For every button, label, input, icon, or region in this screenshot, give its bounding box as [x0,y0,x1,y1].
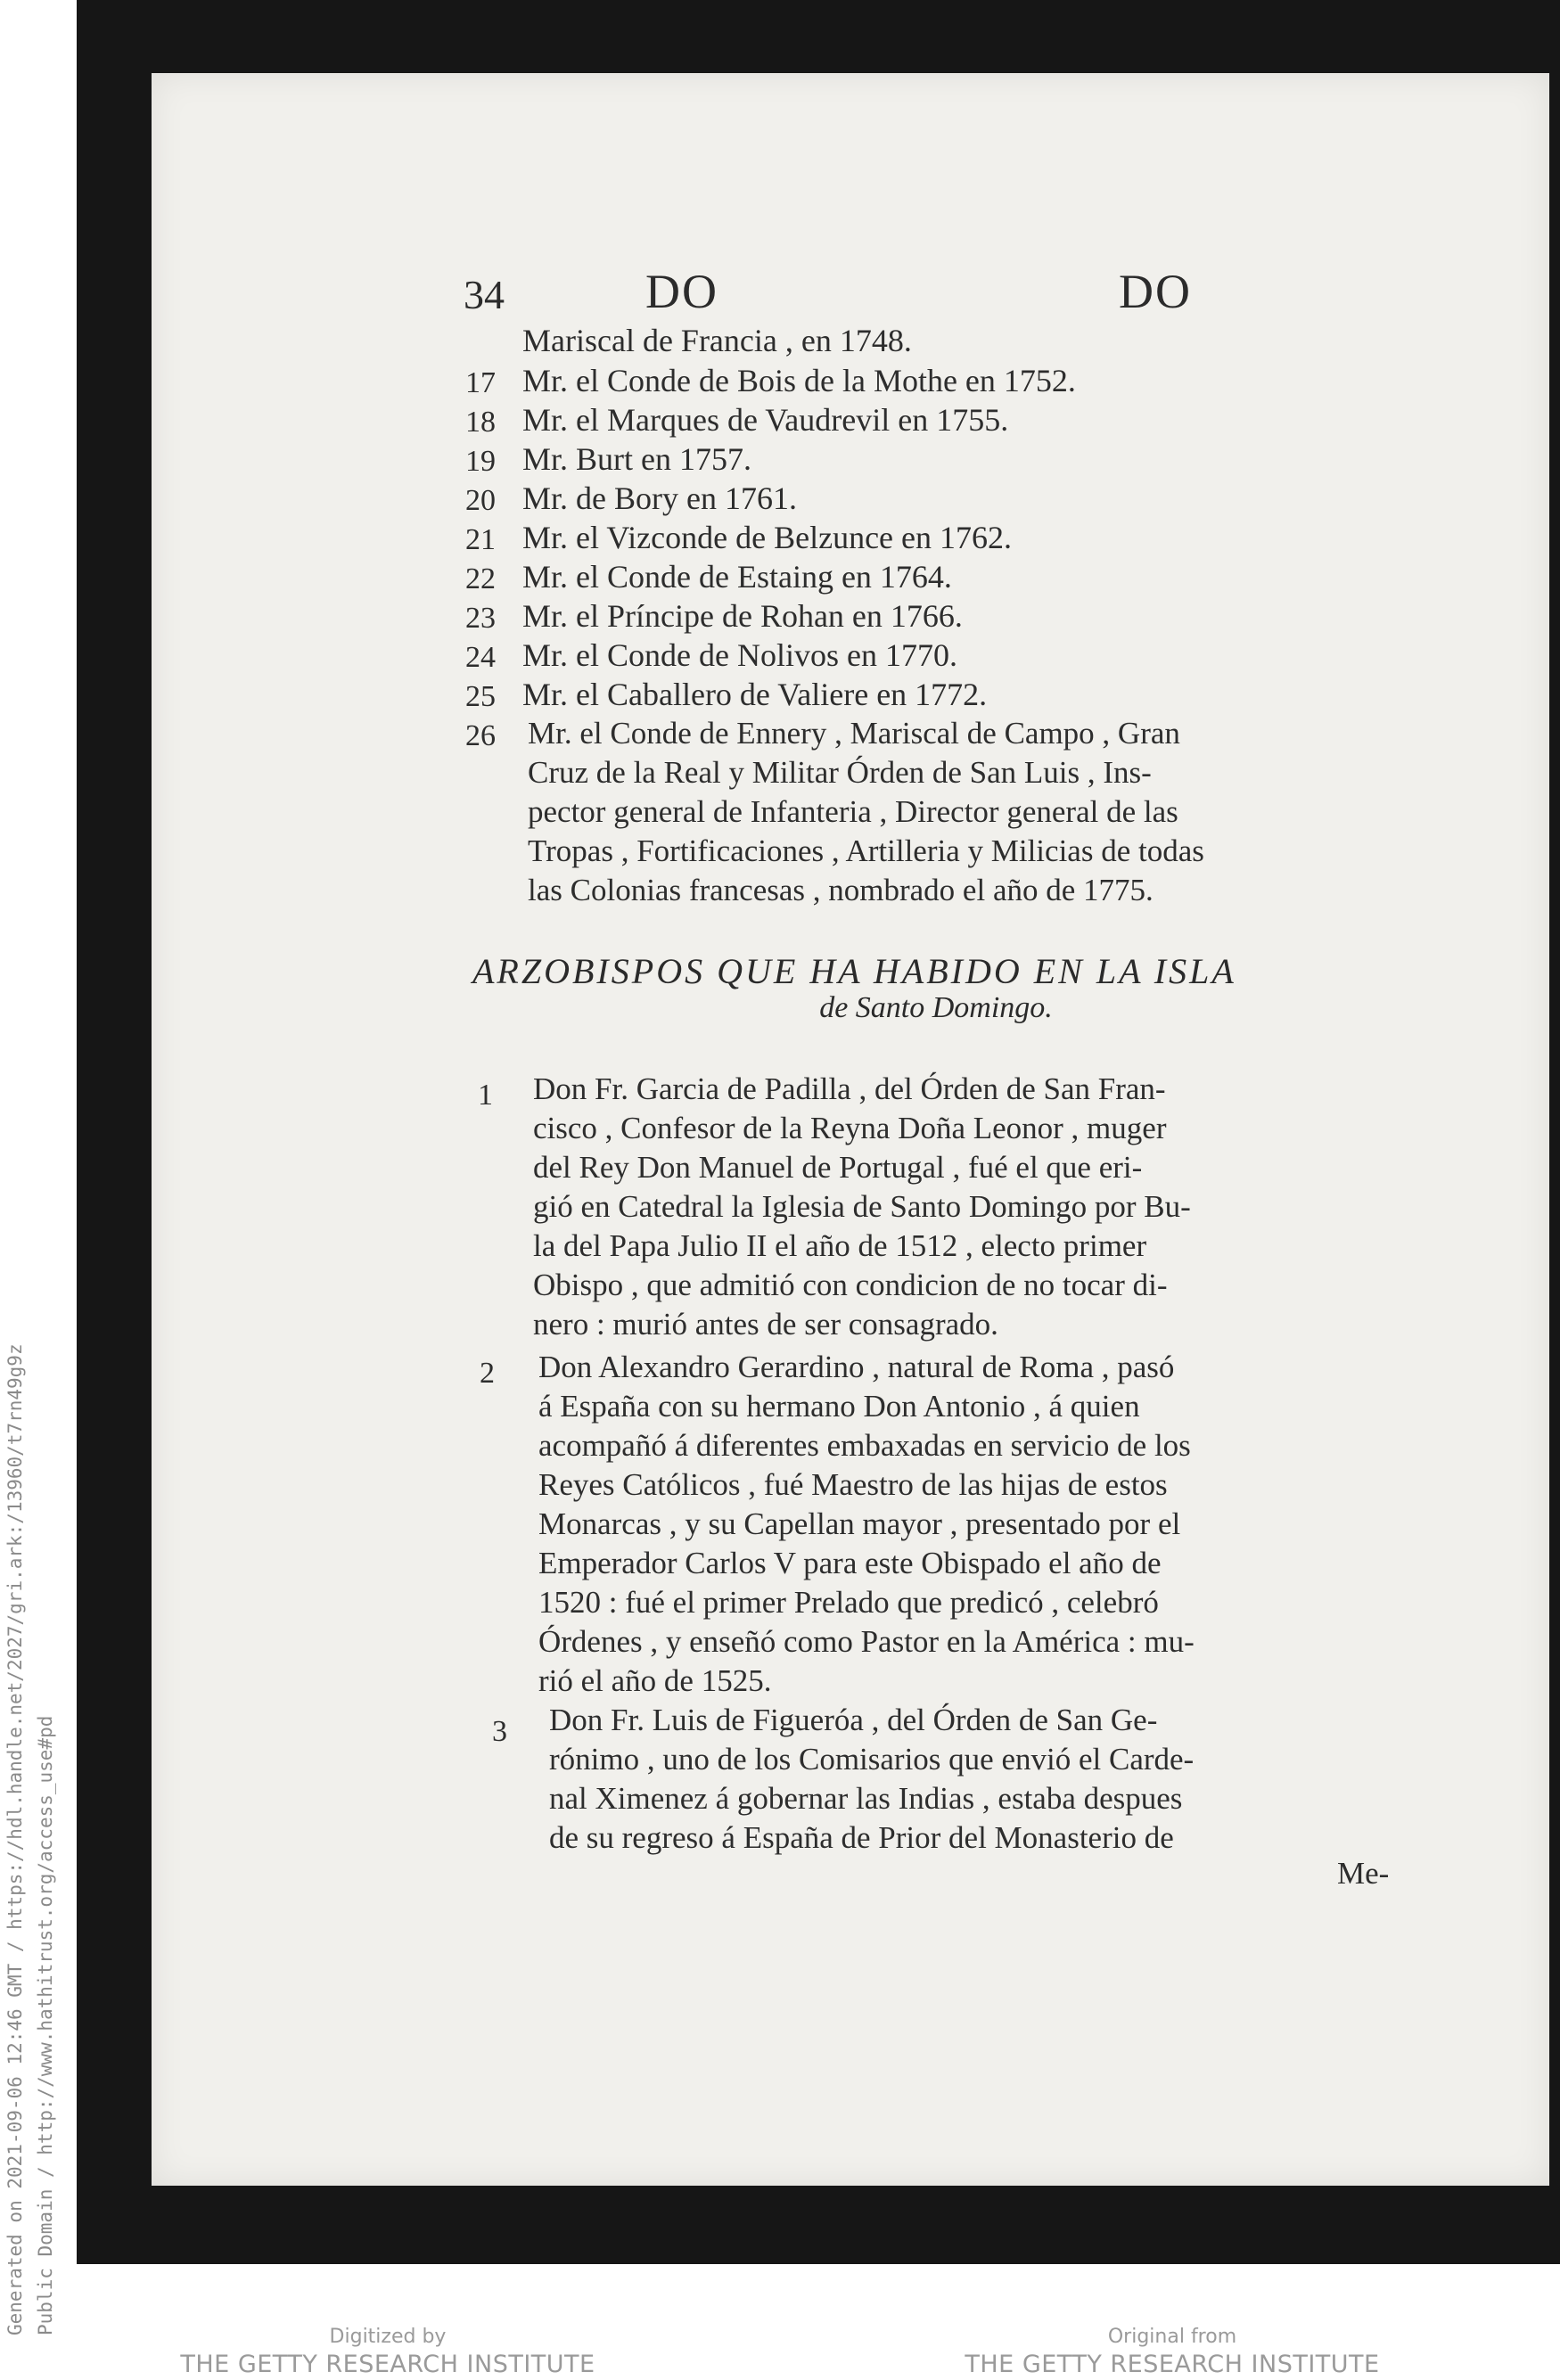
list-item-number: 18 [465,406,496,439]
archbishop-entry [538,1348,1401,1701]
list-item-number: 26 [465,719,496,752]
text-line: de su regreso á España de Prior del Monasterio de [549,1820,1174,1855]
list-item: Mr. el Caballero de Valiere en 1772. [522,677,988,712]
running-head-right: DO [1119,265,1192,318]
text-line: Monarcas , y su Capellan mayor , presentado por el [538,1506,1181,1541]
text-line: cisco , Confesor de la Reyna Doña Leonor , muger [533,1111,1167,1145]
text-line: gió en Catedral la Iglesia de Santo Domingo por Bu- [533,1189,1191,1224]
list-item: Mariscal de Francia , en 1748. [522,323,912,358]
catchword: Me- [1337,1856,1390,1891]
list-item-number: 25 [465,680,496,713]
text-line: rónimo , uno de los Comisarios que envió el Carde- [549,1742,1195,1777]
footer-big-text: THE GETTY RESEARCH INSTITUTE [965,2351,1380,2378]
text-line: 1520 : fué el primer Prelado que predicó , celebró [538,1585,1159,1620]
list-item-number: 22 [465,562,496,595]
text-line: nal Ximenez á gobernar las Indias , estaba despues [549,1781,1183,1816]
text-line: pector general de Infanteria , Director general de las [528,794,1178,829]
list-item-number: 20 [465,484,496,517]
text-line: Tropas , Fortificaciones , Artilleria y Milicias de todas [528,833,1204,868]
list-item: Mr. el Conde de Estaing en 1764. [522,559,952,595]
archbishop-entry [549,1701,1408,1858]
running-head-left: DO [645,265,718,318]
section-title: ARZOBISPOS QUE HA HABIDO EN LA ISLA [472,951,1236,991]
text-line: Obispo , que admitió con condicion de no tocar di- [533,1268,1168,1302]
text-line: la del Papa Julio II el año de 1512 , electo primer [533,1228,1147,1263]
list-item: Mr. el Marques de Vaudrevil en 1755. [522,402,1009,438]
watermark-note [0,1343,61,2335]
archbishop-number: 3 [492,1715,507,1748]
text-line: nero : murió antes de ser consagrado. [533,1307,998,1342]
text-line: Don Alexandro Gerardino , natural de Roma , pasó [538,1350,1175,1384]
text-line: Emperador Carlos V para este Obispado el año de [538,1546,1162,1580]
text-line: á España con su hermano Don Antonio , á quien [538,1389,1140,1424]
list-item-26 [528,714,1391,910]
text-line: acompañó á diferentes embaxadas en servicio de los [538,1428,1191,1463]
text-line: rió el año de 1525. [538,1663,772,1698]
section-subtitle: de Santo Domingo. [819,991,1053,1024]
footer-small-text: Original from [1107,2326,1237,2348]
footer-right [927,2325,1417,2380]
archbishop-entry [533,1070,1398,1344]
list-item-number: 17 [465,366,496,399]
watermark-line: Public Domain / http://www.hathitrust.org/access_use#pd [35,1715,56,2335]
list-item-number: 23 [465,602,496,635]
footer-big-text: THE GETTY RESEARCH INSTITUTE [180,2351,595,2378]
archbishop-number: 1 [478,1079,493,1112]
list-item-number: 24 [465,641,496,674]
text-line: Mr. el Conde de Ennery , Mariscal de Campo , Gran [528,716,1180,751]
list-item: Mr. el Conde de Bois de la Mothe en 1752. [522,363,1076,398]
text-line: las Colonias francesas , nombrado el año de 1775. [528,873,1154,907]
list-item: Mr. Burt en 1757. [522,441,751,477]
list-item-number: 19 [465,445,496,478]
text-line: Don Fr. Luis de Figueróa , del Órden de San Ge- [549,1703,1158,1737]
list-item-number: 21 [465,523,496,556]
footer-left [143,2325,633,2380]
list-item: Mr. el Vizconde de Belzunce en 1762. [522,520,1012,555]
list-item: Mr. el Príncipe de Rohan en 1766. [522,598,963,634]
archbishop-number: 2 [480,1357,495,1390]
watermark-line: Generated on 2021-09-06 12:46 GMT / https://hdl.handle.net/2027/gri.ark:/13960/t7rn49g9z [4,1343,26,2335]
page-number: 34 [464,272,505,317]
list-item: Mr. de Bory en 1761. [522,480,797,516]
list-item: Mr. el Conde de Nolivos en 1770. [522,637,957,673]
text-line: del Rey Don Manuel de Portugal , fué el que eri- [533,1150,1143,1185]
text-line: Don Fr. Garcia de Padilla , del Órden de San Fran- [533,1071,1166,1106]
text-line: Reyes Católicos , fué Maestro de las hijas de estos [538,1467,1168,1502]
footer-small-text: Digitized by [329,2326,447,2348]
text-line: Órdenes , y enseñó como Pastor en la América : mu- [538,1624,1195,1659]
text-line: Cruz de la Real y Militar Órden de San Luis , Ins- [528,755,1152,790]
